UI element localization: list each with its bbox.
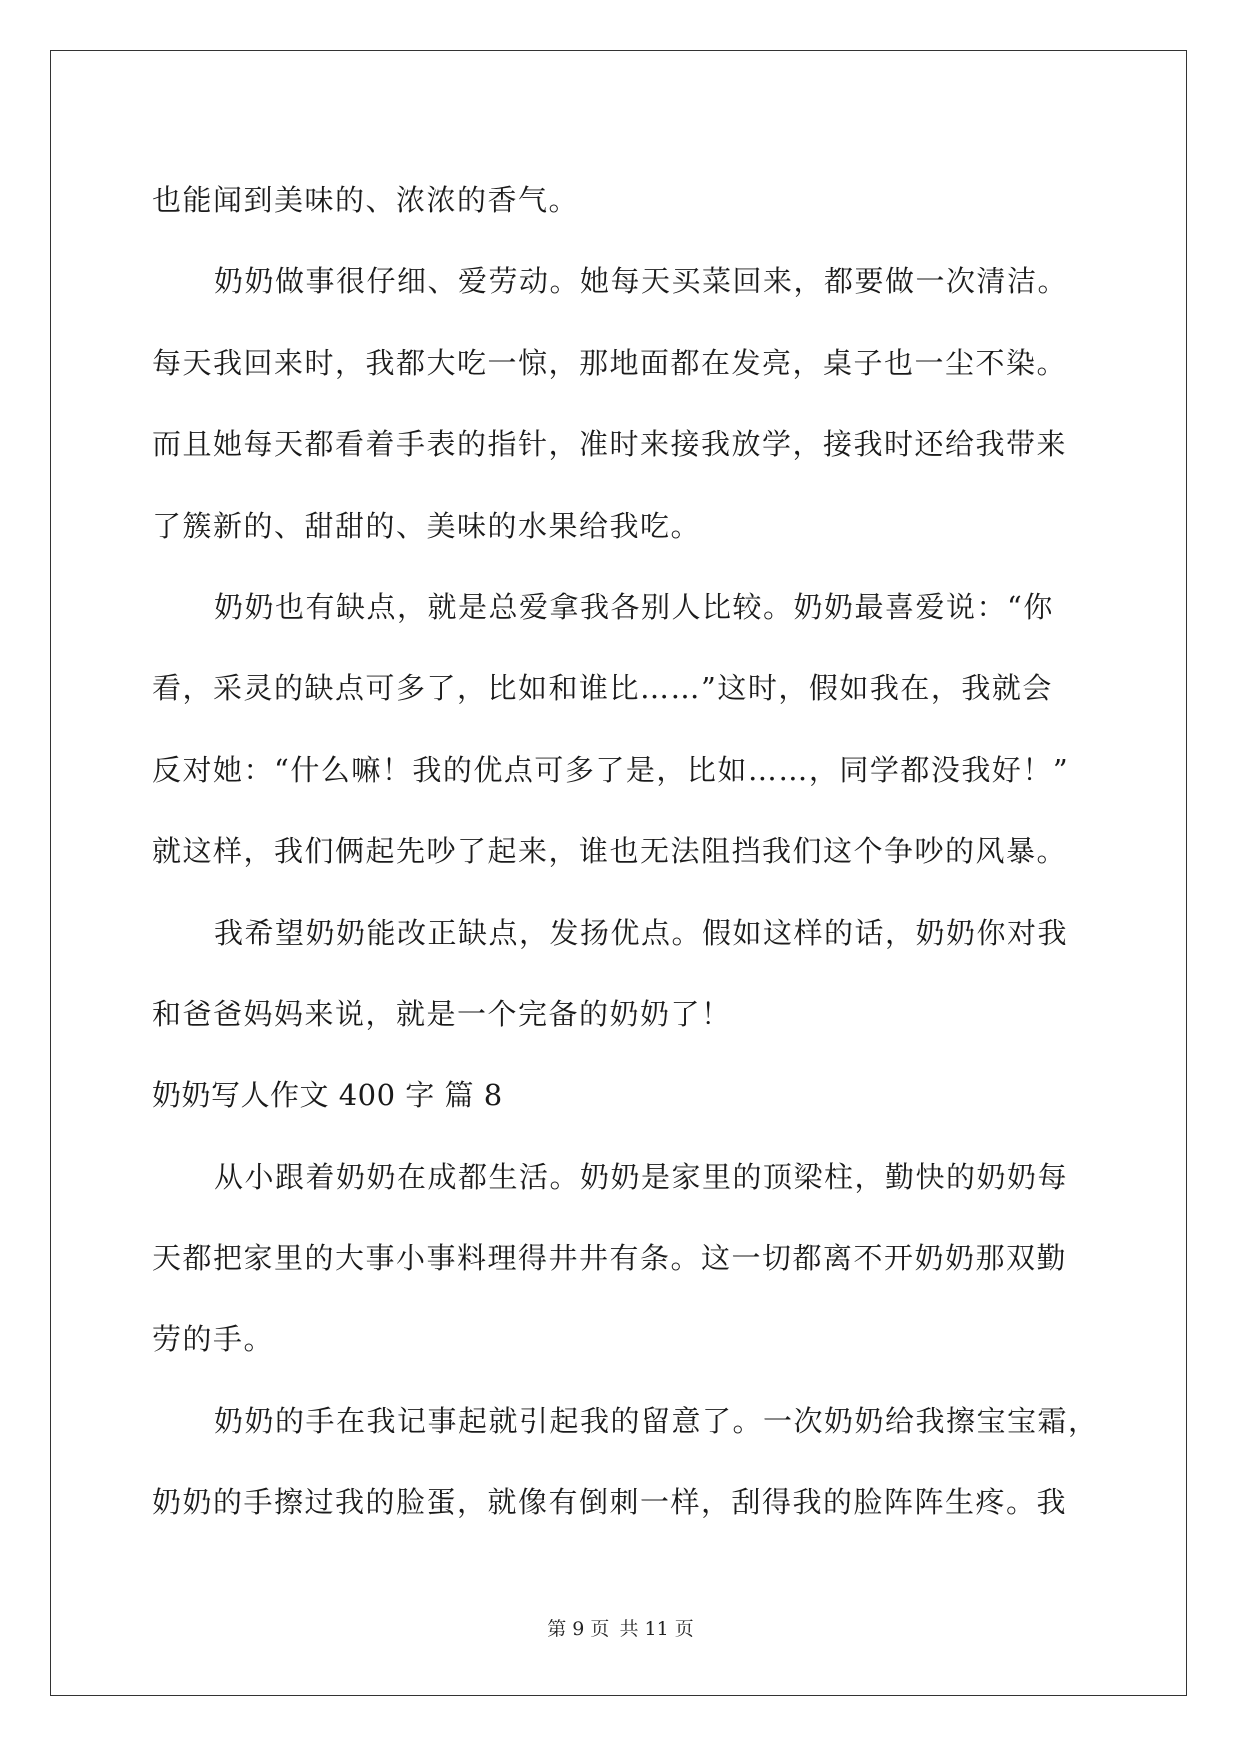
text-line: 奶奶的手在我记事起就引起我的留意了。一次奶奶给我擦宝宝霜， — [214, 1403, 1099, 1438]
text-line: 就这样，我们俩起先吵了起来，谁也无法阻挡我们这个争吵的风暴。 — [152, 834, 1068, 869]
section-heading: 奶奶写人作文 400 字 篇 8 — [152, 1078, 503, 1113]
document-body — [152, 160, 1112, 1544]
text-line: 而且她每天都看着手表的指针，准时来接我放学，接我时还给我带来 — [152, 427, 1068, 462]
text-line: 看，采灵的缺点可多了，比如和谁比……”这时，假如我在，我就会 — [152, 671, 1053, 706]
page-total: 共 11 页 — [619, 1618, 694, 1640]
text-line: 我希望奶奶能改正缺点，发扬优点。假如这样的话，奶奶你对我 — [214, 915, 1069, 950]
text-line: 和爸爸妈妈来说，就是一个完备的奶奶了！ — [152, 996, 732, 1031]
text-line: 每天我回来时，我都大吃一惊，那地面都在发亮，桌子也一尘不染。 — [152, 345, 1068, 380]
text-line: 反对她：“什么嘛！我的优点可多了是，比如……，同学都没我好！” — [152, 752, 1070, 787]
text-line: 了簇新的、甜甜的、美味的水果给我吃。 — [152, 508, 702, 543]
page-footer — [0, 1614, 1241, 1641]
page-number: 第 9 页 — [547, 1618, 610, 1640]
text-line: 天都把家里的大事小事料理得井井有条。这一切都离不开奶奶那双勤 — [152, 1241, 1068, 1276]
text-line: 奶奶的手擦过我的脸蛋，就像有倒刺一样，刮得我的脸阵阵生疼。我 — [152, 1485, 1068, 1520]
text-line: 也能闻到美味的、浓浓的香气。 — [152, 183, 580, 217]
text-line: 奶奶做事很仔细、爱劳动。她每天买菜回来，都要做一次清洁。 — [214, 264, 1069, 299]
text-line: 奶奶也有缺点，就是总爱拿我各别人比较。奶奶最喜爱说：“你 — [214, 589, 1054, 624]
text-line: 从小跟着奶奶在成都生活。奶奶是家里的顶梁柱，勤快的奶奶每 — [214, 1159, 1069, 1194]
text-line: 劳的手。 — [152, 1322, 275, 1357]
